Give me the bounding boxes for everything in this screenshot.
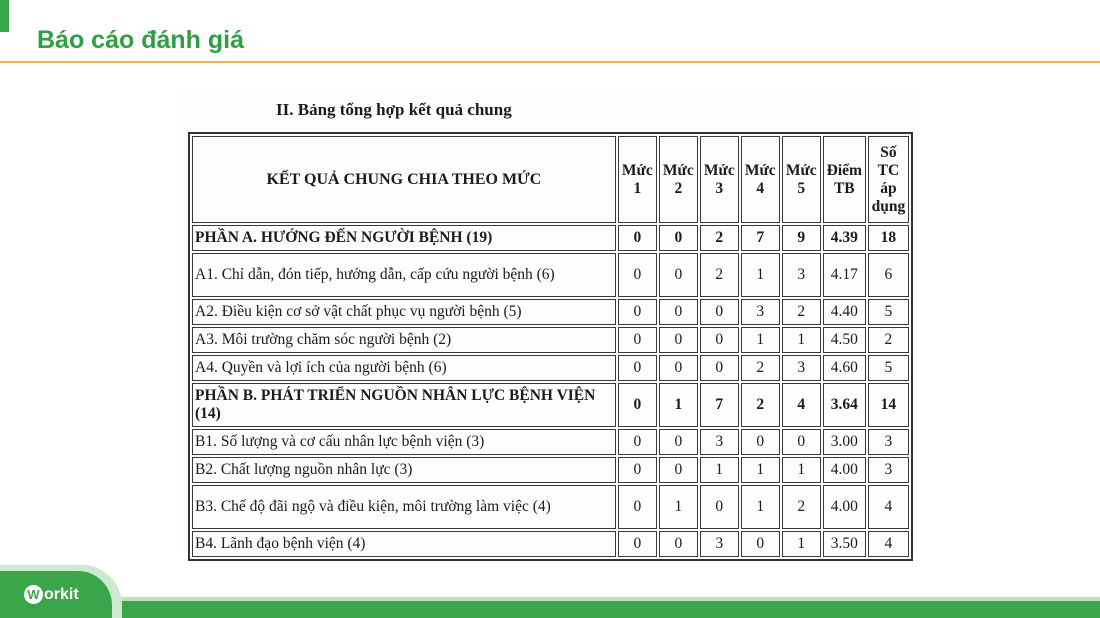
- row-criteria-name: B2. Chất lượng nguồn nhân lực (3): [192, 457, 616, 483]
- cell-m2: 0: [659, 457, 698, 483]
- cell-m5: 1: [782, 531, 821, 557]
- table-row: [192, 299, 909, 325]
- cell-m3: 1: [700, 457, 739, 483]
- cell-m4: 7: [741, 225, 780, 251]
- section-heading: II. Bảng tổng hợp kết quả chung: [276, 100, 512, 119]
- cell-tb: 4.00: [823, 485, 866, 529]
- cell-m5: 2: [782, 299, 821, 325]
- cell-tc: 2: [868, 327, 909, 353]
- page-title: Báo cáo đánh giá: [37, 26, 244, 54]
- row-criteria-name: PHẦN A. HƯỚNG ĐẾN NGƯỜI BỆNH (19): [192, 225, 616, 251]
- cell-tb: 4.17: [823, 253, 866, 297]
- table-section-row: [192, 383, 909, 427]
- cell-m5: 0: [782, 429, 821, 455]
- scanned-document: [182, 90, 920, 552]
- cell-tb: 4.50: [823, 327, 866, 353]
- cell-tb: 3.00: [823, 429, 866, 455]
- cell-tc: 4: [868, 485, 909, 529]
- cell-m1: 0: [618, 429, 657, 455]
- title-divider: [0, 61, 1100, 63]
- cell-m2: 0: [659, 531, 698, 557]
- cell-m2: 0: [659, 253, 698, 297]
- cell-m1: 0: [618, 327, 657, 353]
- table-section-row: [192, 225, 909, 251]
- cell-m3: 7: [700, 383, 739, 427]
- row-criteria-name: B3. Chế độ đãi ngộ và điều kiện, môi trường làm việc (4): [192, 485, 616, 529]
- cell-m2: 0: [659, 299, 698, 325]
- cell-m2: 0: [659, 327, 698, 353]
- column-header-muc3: Mức 3: [700, 136, 739, 223]
- cell-m2: 1: [659, 383, 698, 427]
- cell-m5: 2: [782, 485, 821, 529]
- cell-tc: 6: [868, 253, 909, 297]
- cell-m3: 0: [700, 485, 739, 529]
- cell-m1: 0: [618, 485, 657, 529]
- cell-m1: 0: [618, 531, 657, 557]
- cell-m2: 0: [659, 429, 698, 455]
- cell-m2: 0: [659, 225, 698, 251]
- cell-tc: 18: [868, 225, 909, 251]
- table-row: [192, 457, 909, 483]
- cell-m2: 0: [659, 355, 698, 381]
- cell-tc: 3: [868, 429, 909, 455]
- cell-m4: 3: [741, 299, 780, 325]
- workit-logo: [24, 585, 79, 604]
- cell-m3: 0: [700, 327, 739, 353]
- cell-m3: 0: [700, 355, 739, 381]
- footer-band: [0, 565, 1100, 618]
- row-criteria-name: A2. Điều kiện cơ sở vật chất phục vụ người bệnh (5): [192, 299, 616, 325]
- cell-m5: 3: [782, 253, 821, 297]
- table-row: [192, 531, 909, 557]
- cell-m5: 1: [782, 327, 821, 353]
- table-row: [192, 485, 909, 529]
- cell-m1: 0: [618, 253, 657, 297]
- row-criteria-name: B1. Số lượng và cơ cấu nhân lực bệnh viện (3): [192, 429, 616, 455]
- table-body: [192, 225, 909, 557]
- cell-m4: 1: [741, 327, 780, 353]
- cell-tb: 4.00: [823, 457, 866, 483]
- cell-m5: 3: [782, 355, 821, 381]
- row-criteria-name: A4. Quyền và lợi ích của người bệnh (6): [192, 355, 616, 381]
- column-header-muc2: Mức 2: [659, 136, 698, 223]
- cell-m3: 0: [700, 299, 739, 325]
- cell-m1: 0: [618, 383, 657, 427]
- cell-tc: 4: [868, 531, 909, 557]
- row-criteria-name: B4. Lãnh đạo bệnh viện (4): [192, 531, 616, 557]
- cell-m3: 3: [700, 531, 739, 557]
- table-header-row: [192, 136, 909, 223]
- table-row: [192, 253, 909, 297]
- cell-m1: 0: [618, 355, 657, 381]
- cell-m3: 3: [700, 429, 739, 455]
- cell-tb: 3.64: [823, 383, 866, 427]
- title-accent-bar: [0, 0, 9, 32]
- cell-tb: 4.39: [823, 225, 866, 251]
- row-criteria-name: A3. Môi trường chăm sóc người bệnh (2): [192, 327, 616, 353]
- cell-m1: 0: [618, 225, 657, 251]
- cell-m4: 0: [741, 531, 780, 557]
- cell-m3: 2: [700, 253, 739, 297]
- column-header-muc4: Mức 4: [741, 136, 780, 223]
- cell-m4: 2: [741, 383, 780, 427]
- cell-m5: 1: [782, 457, 821, 483]
- cell-m5: 9: [782, 225, 821, 251]
- cell-m4: 1: [741, 457, 780, 483]
- cell-m4: 2: [741, 355, 780, 381]
- cell-m5: 4: [782, 383, 821, 427]
- cell-tb: 4.60: [823, 355, 866, 381]
- workit-logo-icon: W: [24, 585, 43, 604]
- cell-tc: 14: [868, 383, 909, 427]
- cell-tc: 5: [868, 355, 909, 381]
- row-criteria-name: PHẦN B. PHÁT TRIỂN NGUỒN NHÂN LỰC BỆNH VIỆN (14): [192, 383, 616, 427]
- row-criteria-name: A1. Chỉ dẫn, đón tiếp, hướng dẫn, cấp cứu người bệnh (6): [192, 253, 616, 297]
- column-header-diem-tb: Điểm TB: [823, 136, 866, 223]
- table-row: [192, 429, 909, 455]
- table-row: [192, 355, 909, 381]
- cell-m2: 1: [659, 485, 698, 529]
- cell-m4: 0: [741, 429, 780, 455]
- cell-m3: 2: [700, 225, 739, 251]
- cell-tb: 3.50: [823, 531, 866, 557]
- cell-tc: 3: [868, 457, 909, 483]
- cell-tb: 4.40: [823, 299, 866, 325]
- workit-logo-text: orkit: [44, 585, 79, 603]
- column-header-muc5: Mức 5: [782, 136, 821, 223]
- table-row: [192, 327, 909, 353]
- cell-tc: 5: [868, 299, 909, 325]
- cell-m4: 1: [741, 485, 780, 529]
- cell-m4: 1: [741, 253, 780, 297]
- column-header-muc1: Mức 1: [618, 136, 657, 223]
- cell-m1: 0: [618, 299, 657, 325]
- column-header-so-tc: Số TC áp dụng: [868, 136, 909, 223]
- cell-m1: 0: [618, 457, 657, 483]
- results-table: [188, 132, 913, 561]
- column-header-label: KẾT QUẢ CHUNG CHIA THEO MỨC: [192, 136, 616, 223]
- footer-stripe: [0, 601, 1100, 618]
